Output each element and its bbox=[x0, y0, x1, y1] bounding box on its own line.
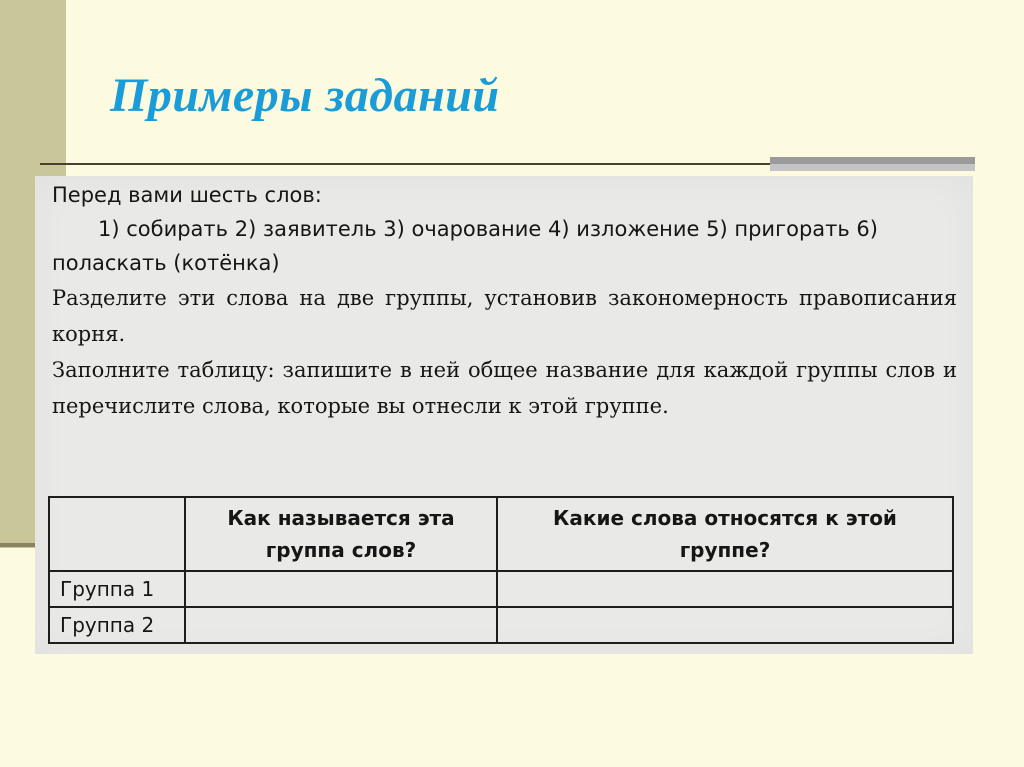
task-words-line-1: 1) собирать 2) заявитель 3) очарование 4) изложение 5) пригорать 6) bbox=[98, 217, 878, 241]
table-header-group-name: Как называется эта группа слов? bbox=[185, 497, 497, 571]
group-words-cell bbox=[497, 607, 953, 643]
task-intro: Перед вами шесть слов: bbox=[52, 183, 322, 207]
table-row bbox=[49, 571, 953, 607]
task-text bbox=[52, 178, 957, 424]
answer-table bbox=[48, 496, 954, 644]
table-header-row bbox=[49, 497, 953, 571]
task-instruction-1: Разделите эти слова на две группы, установив закономерность правописания корня. bbox=[52, 286, 957, 346]
table-row bbox=[49, 607, 953, 643]
group-name-cell bbox=[185, 607, 497, 643]
row-label: Группа 1 bbox=[49, 571, 185, 607]
group-name-cell bbox=[185, 571, 497, 607]
row-label: Группа 2 bbox=[49, 607, 185, 643]
task-words-line-2: поласкать (котёнка) bbox=[52, 251, 280, 275]
slide-title: Примеры заданий bbox=[110, 69, 500, 122]
table-header-group-words: Какие слова относятся к этой группе? bbox=[497, 497, 953, 571]
table-header-empty bbox=[49, 497, 185, 571]
group-words-cell bbox=[497, 571, 953, 607]
title-divider-accent bbox=[770, 157, 975, 171]
task-instruction-2: Заполните таблицу: запишите в ней общее название для каждой группы слов и перечислите слова, которые вы отнесли к этой группе. bbox=[52, 358, 957, 418]
